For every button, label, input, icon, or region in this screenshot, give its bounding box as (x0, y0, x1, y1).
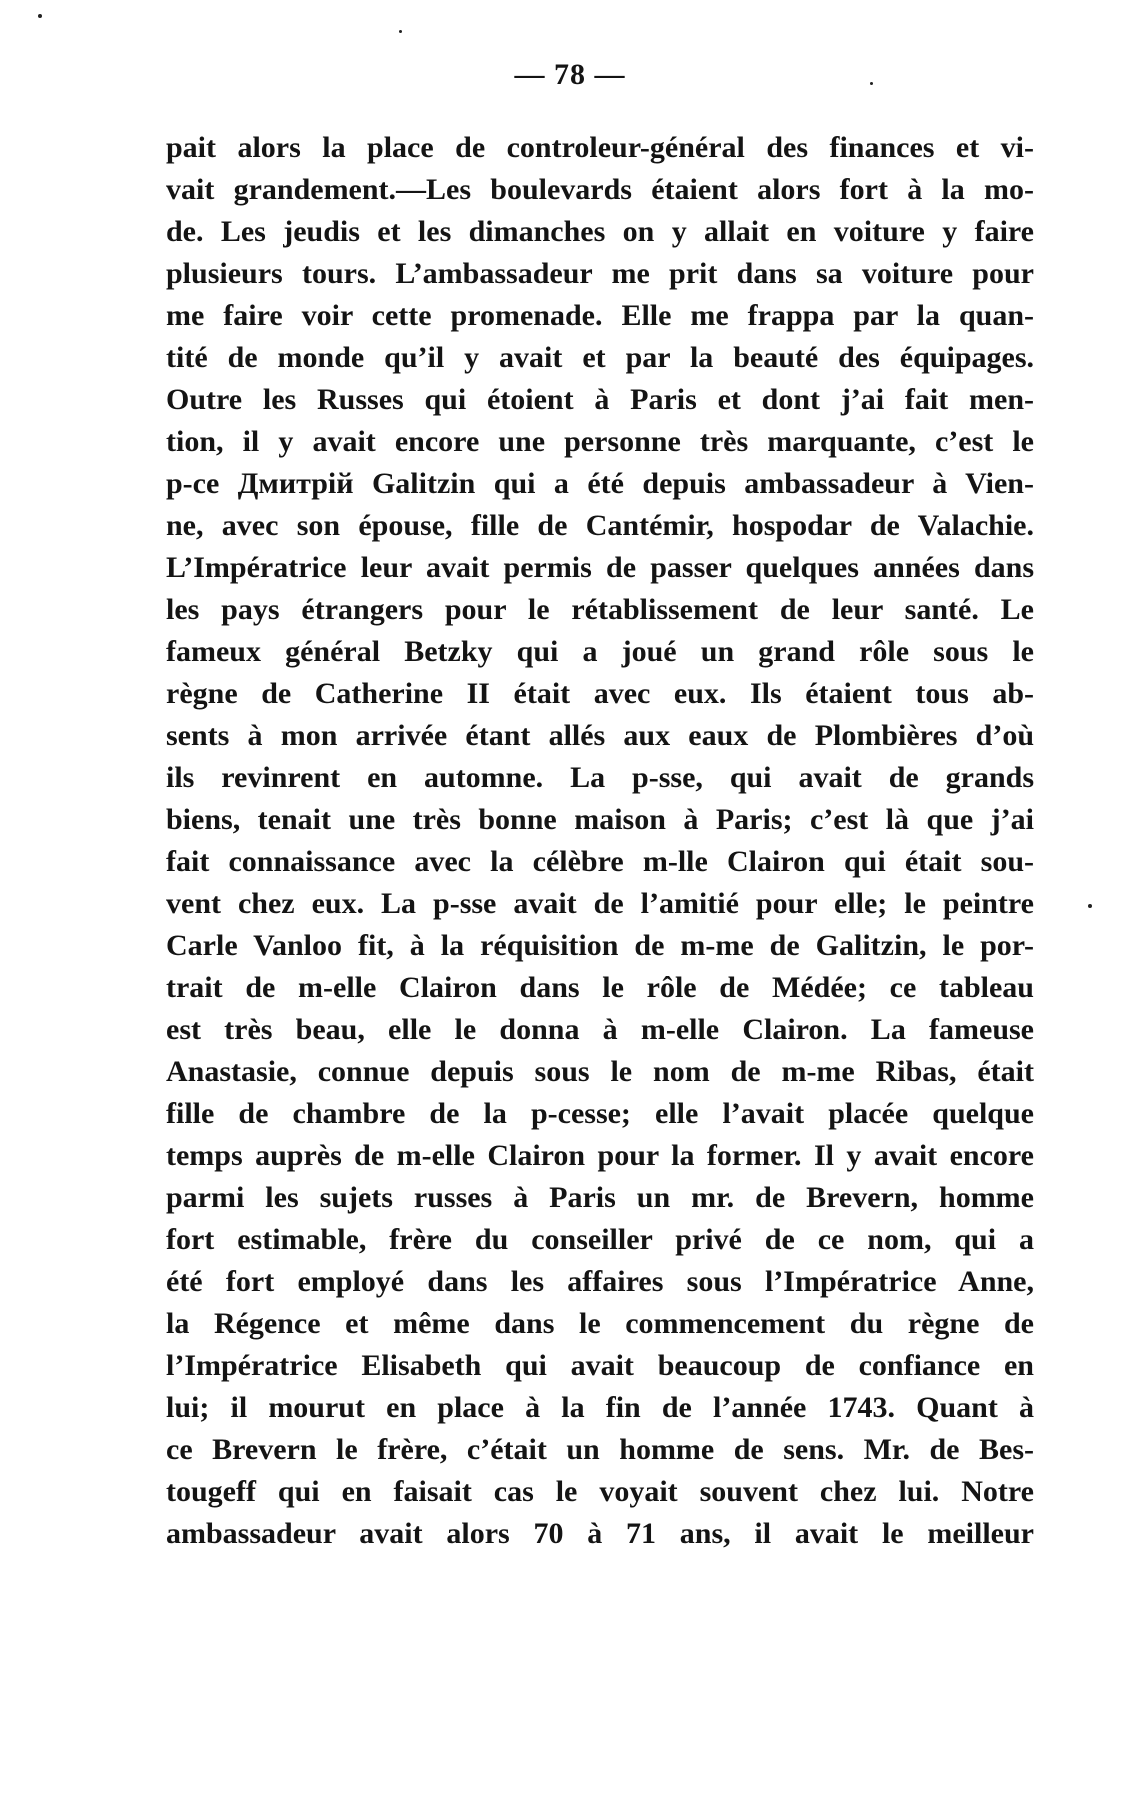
text-line: tité de monde qu’il y avait et par la beauté des équipages. (166, 341, 1034, 374)
text-line: me faire voir cette promenade. Elle me frappa par la quan- (166, 299, 1034, 332)
text-line: de. Les jeudis et les dimanches on y allait en voiture y faire (166, 215, 1034, 248)
body-text (166, 127, 1034, 1555)
text-line: la Régence et même dans le commencement du règne de (166, 1307, 1034, 1340)
text-line: est très beau, elle le donna à m-elle Clairon. La fameuse (166, 1013, 1034, 1046)
scan-speck (1088, 904, 1092, 908)
text-line: vait grandement.—Les boulevards étaient alors fort à la mo- (166, 173, 1034, 206)
text-line: fort estimable, frère du conseiller privé de ce nom, qui a (166, 1223, 1034, 1256)
text-line: Anastasie, connue depuis sous le nom de m-me Ribas, était (166, 1055, 1034, 1088)
text-line: été fort employé dans les affaires sous l’Impératrice Anne, (166, 1265, 1034, 1298)
text-line: les pays étrangers pour le rétablissement de leur santé. Le (166, 593, 1034, 626)
text-line: tion, il y avait encore une personne très marquante, c’est le (166, 425, 1034, 458)
text-line: temps auprès de m-elle Clairon pour la former. Il y avait encore (166, 1139, 1034, 1172)
text-line: Outre les Russes qui étoient à Paris et dont j’ai fait men- (166, 383, 1034, 416)
text-line: fait connaissance avec la célèbre m-lle Clairon qui était sou- (166, 845, 1034, 878)
text-line: tougeff qui en faisait cas le voyait souvent chez lui. Notre (166, 1475, 1034, 1508)
scan-speck (399, 30, 402, 33)
text-line: parmi les sujets russes à Paris un mr. de Brevern, homme (166, 1181, 1034, 1214)
text-line: règne de Catherine II était avec eux. Ils étaient tous ab- (166, 677, 1034, 710)
text-line: vent chez eux. La p-sse avait de l’amitié pour elle; le peintre (166, 887, 1034, 920)
text-line: trait de m-elle Clairon dans le rôle de Médée; ce tableau (166, 971, 1034, 1004)
text-line: Carle Vanloo fit, à la réquisition de m-me de Galitzin, le por- (166, 929, 1034, 962)
scan-speck (870, 82, 873, 85)
text-line: lui; il mourut en place à la fin de l’année 1743. Quant à (166, 1391, 1034, 1424)
text-line: ne, avec son épouse, fille de Cantémir, hospodar de Valachie. (166, 509, 1034, 542)
text-line: L’Impératrice leur avait permis de passer quelques années dans (166, 551, 1034, 584)
text-line: ce Brevern le frère, c’était un homme de sens. Mr. de Bes- (166, 1433, 1034, 1466)
scan-speck (38, 14, 42, 18)
text-line: pait alors la place de controleur-général des finances et vi- (166, 131, 1034, 164)
text-line: l’Impératrice Elisabeth qui avait beaucoup de confiance en (166, 1349, 1034, 1382)
text-line: plusieurs tours. L’ambassadeur me prit dans sa voiture pour (166, 257, 1034, 290)
page-number: — 78 — (514, 58, 626, 91)
text-line: biens, tenait une très bonne maison à Paris; c’est là que j’ai (166, 803, 1034, 836)
text-line: fameux général Betzky qui a joué un grand rôle sous le (166, 635, 1034, 668)
text-line: p-ce Дмитрій Galitzin qui a été depuis ambassadeur à Vien- (166, 467, 1034, 500)
text-line: ambassadeur avait alors 70 à 71 ans, il avait le meilleur (166, 1517, 1034, 1550)
text-line: ils revinrent en automne. La p-sse, qui avait de grands (166, 761, 1034, 794)
text-line: sents à mon arrivée étant allés aux eaux de Plombières d’où (166, 719, 1034, 752)
text-line: fille de chambre de la p-cesse; elle l’avait placée quelque (166, 1097, 1034, 1130)
